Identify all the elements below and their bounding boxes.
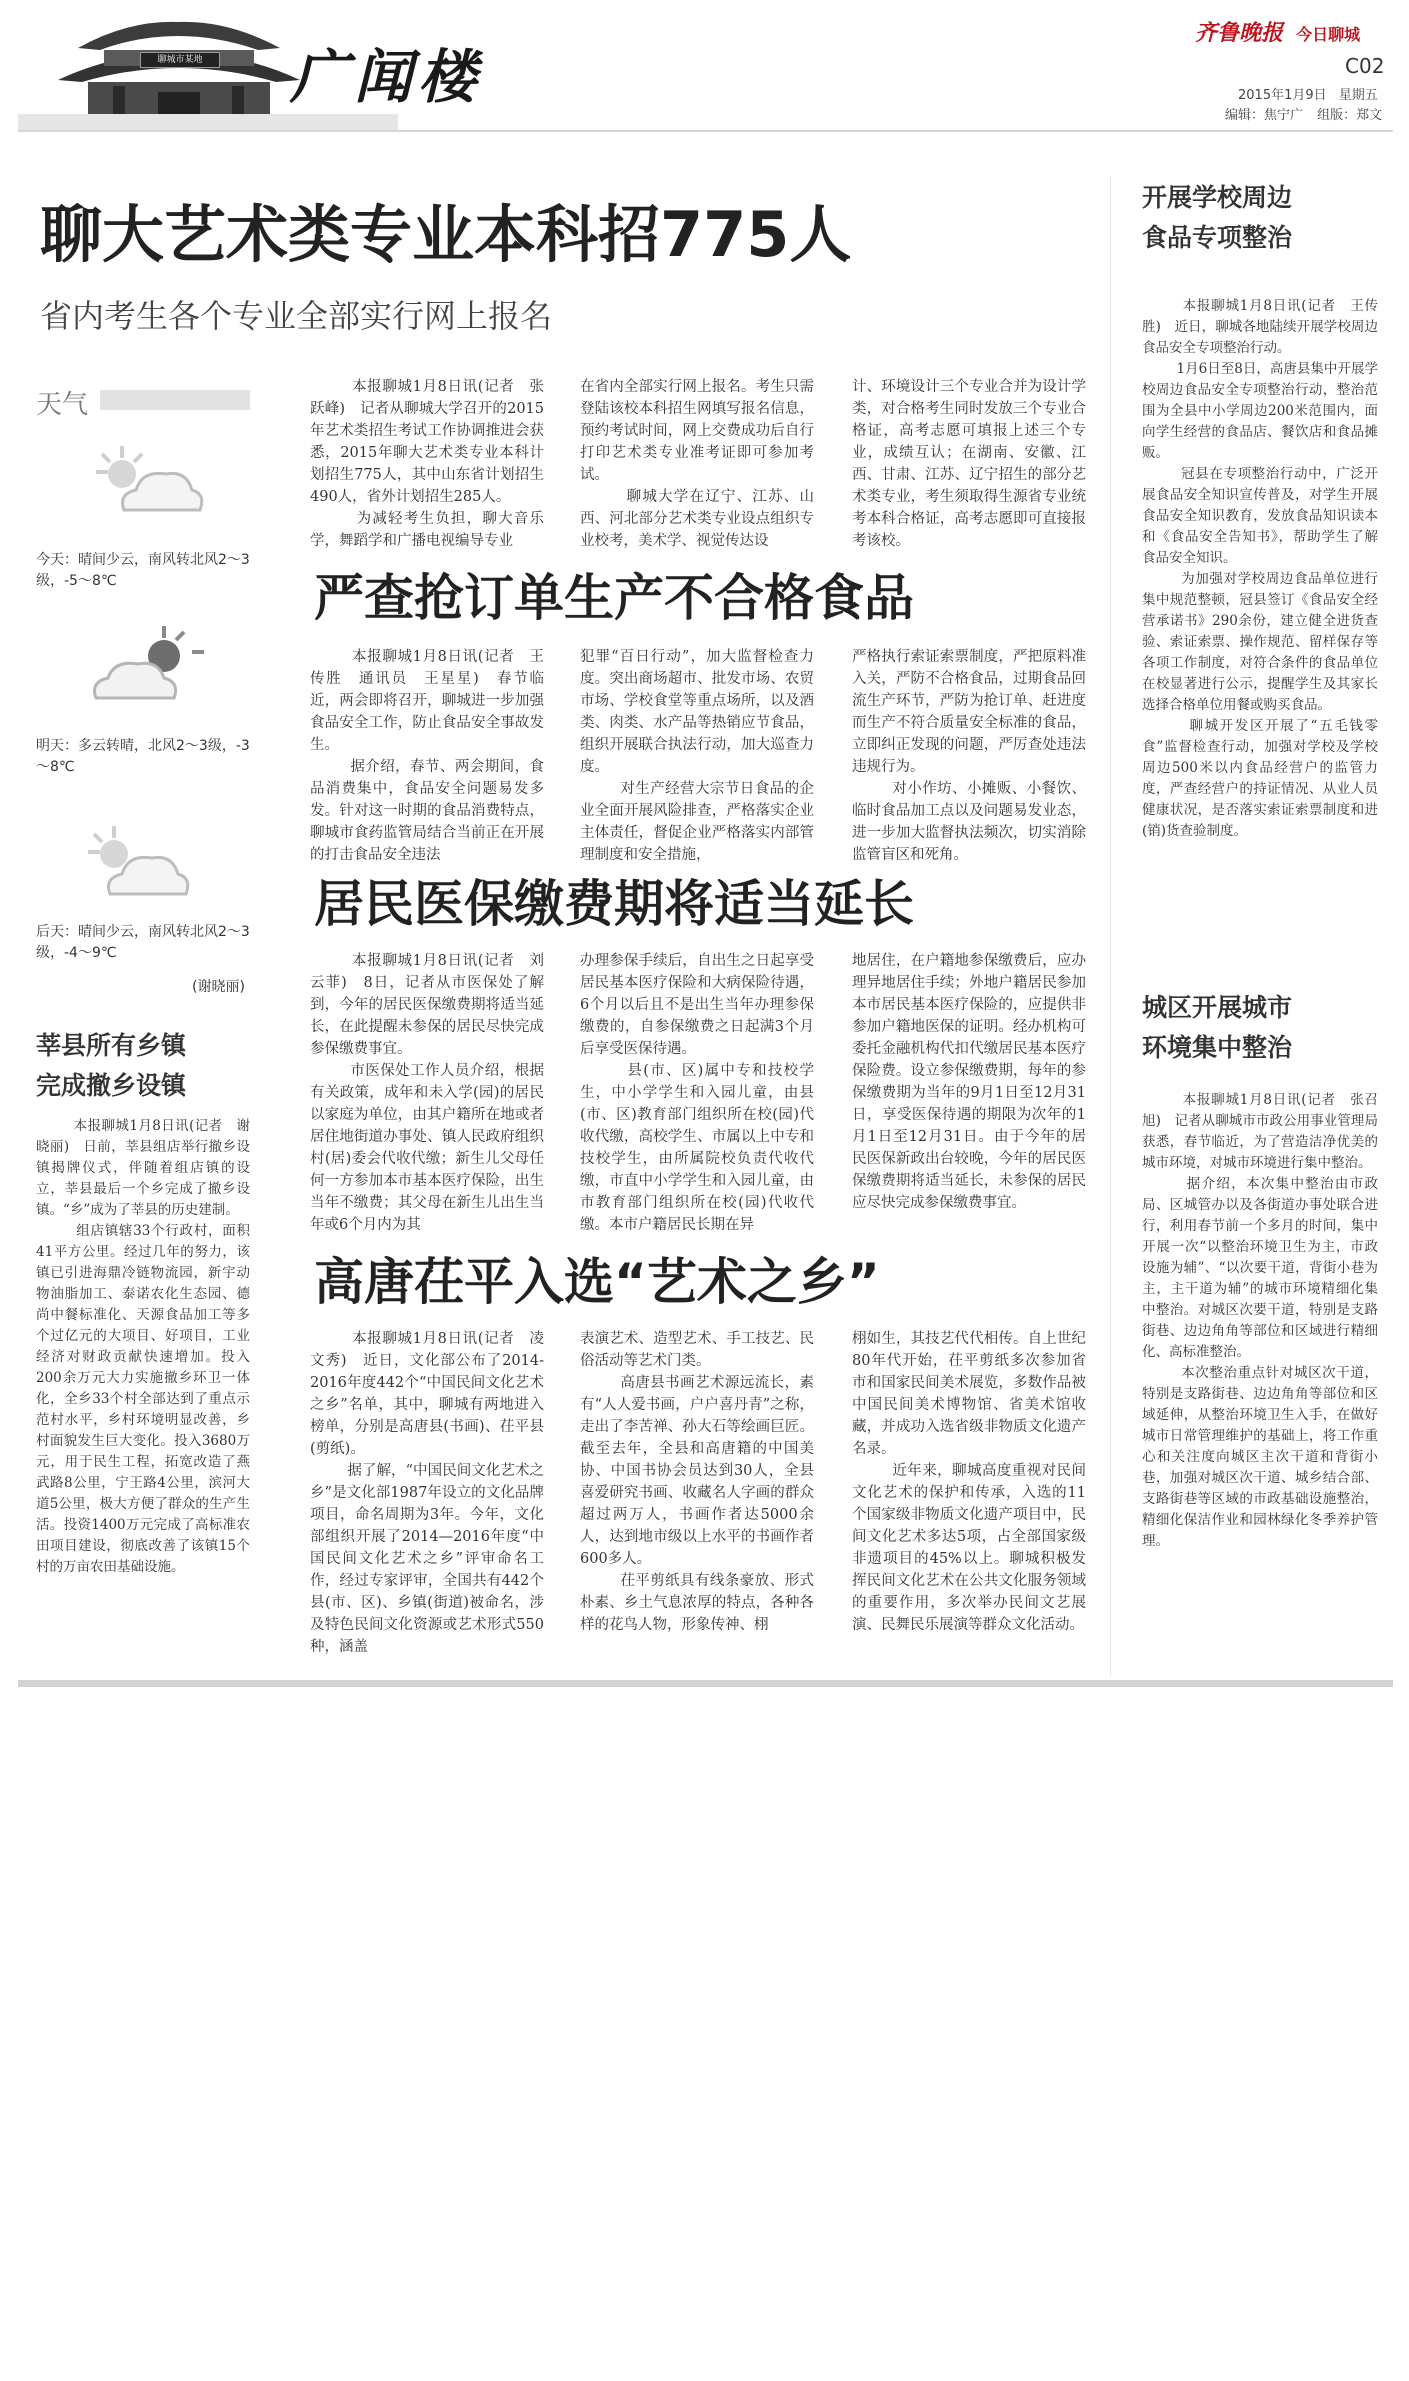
insurance-headline: 居民医保缴费期将适当延长 xyxy=(314,875,914,933)
main-article-col-3: 计、环境设计三个专业合并为设计学类，对合格考生同时发放三个专业合格证，高考志愿可填报上述三个专业，成绩互认；在湖南、安徽、江西、甘肃、江苏、辽宁招生的部分艺术类专业，考生须取得生源省专业统考本科合格证，高考志愿即可直接报考该校。 xyxy=(852,379,1086,549)
weather-day-after: 后天：晴间少云，南风转北风2～3级，-4～9℃ xyxy=(36,924,250,961)
edition-name: 今日聊城 xyxy=(1296,25,1361,44)
page-number: C02 xyxy=(1345,54,1385,78)
left-article-title: 莘县所有乡镇 完成撤乡设镇 xyxy=(36,1031,187,1100)
main-headline: 聊大艺术类专业本科招775人 xyxy=(40,198,852,271)
weather-today: 今天：晴间少云，南风转北风2～3级，-5～8℃ xyxy=(36,552,250,589)
insurance-article-col-2: 办理参保手续后，自出生之日起享受居民基本医疗保险和大病保险待遇，6个月以后且不是出生当年办理参保缴费的，自参保缴费之日起满3个月后享受医保待遇。 县(市、区)属中专和技校学生，中小学学生和入园儿童，由县(市、区)教育部门组织所在校(园)代收代缴，高校学生、市属以上中专和技校学生，由所属院校负责代收代缴，市直中小学学生和入园儿童，由市教育部门组织所在校(园)代收代缴。本市户籍居民长期在异 xyxy=(580,953,814,1233)
right-article-1-body: 本报聊城1月8日讯(记者 王传胜) 近日，聊城各地陆续开展学校周边食品安全专项整治行动。 1月6日至8日，高唐县集中开展学校周边食品安全专项整治行动，整治范围为全县中小学周边200米范围内，面向学生经营的食品店、餐饮店和食品摊贩。 冠县在专项整治行动中，广泛开展食品安全知识宣传普及，对学生开展食品安全知识教育，发放食品知识读本和《食品安全告知书》，帮助学生了解食品安全知识。 为加强对学校周边食品单位进行集中规范整顿，冠县签订《食品安全经营承诺书》290余份，建立健全进货查验、索证索票、操作规范、留样保存等各项工作制度，对符合条件的食品单位在校显著进行公示，提醒学生及其家长选择合格单位用餐或购买食品。 聊城开发区开展了“五毛钱零食”监督检查行动，加强对学校及学校周边500米以内食品经营户的监管力度，严查经营户的持证情况、从业人员健康状况，是否落实索证索票制度和进(销)货查验制度。 xyxy=(1142,298,1378,839)
left-article-body: 本报聊城1月8日讯(记者 谢晓丽) 日前，莘县组店举行撤乡设镇揭牌仪式，伴随着组店镇的设立，莘县最后一个乡完成了撤乡设镇。“乡”成为了莘县的历史建制。 组店镇辖33个行政村，面积41平方公里。经过几年的努力，该镇已引进海鼎冷链物流园，新宇动物油脂加工、泰诺农化生态园、德尚中餐标准化、天源食品加工等多个过亿元的大项目、好项目，工业经济对财政贡献快速增加。投入200余万元大力实施撤乡环卫一体化，全乡33个村全部达到了重点示范村水平，乡村环境明显改善，乡村面貌发生巨大变化。投入3680万元，用于民生工程，拓宽改造了燕武路8公里，宁王路4公里，滨河大道5公里，极大方便了群众的生产生活。投资1400万元完成了高标准农田项目建设，彻底改善了该镇15个村的万亩农田基础设施。 xyxy=(36,1118,250,1575)
art-article-col-2: 表演艺术、造型艺术、手工技艺、民俗活动等艺术门类。 高唐县书画艺术源远流长，素有“人人爱书画，户户喜丹青”之称，走出了李苦禅、孙大石等绘画巨匠。截至去年，全县和高唐籍的中国美协、中国书协会员达到30人，全县喜爱研究书画、收藏名人字画的群众超过两万人，书画作者达5000余人，达到地市级以上水平的书画作者600多人。 茌平剪纸具有线条豪放、形式朴素、乡土气息浓厚的特点，各种各样的花鸟人物，形象传神、栩 xyxy=(580,1331,815,1633)
paper-masthead xyxy=(1195,16,1360,47)
art-article-col-3: 栩如生，其技艺代代相传。自上世纪80年代开始，茌平剪纸多次参加省市和国家民间美术展览，多数作品被中国民间美术博物馆、省美术馆收藏，并成功入选省级非物质文化遗产名录。 近年来，聊城高度重视对民间文化艺术的保护和传承，入选的11个国家级非物质文化遗产项目中，民间文化艺术多达5项，占全部国家级非遗项目的45%以上。聊城积极发挥民间文化艺术在公共文化服务领域的重要作用，多次举办民间文艺展演、民舞民乐展演等群众文化活动。 xyxy=(852,1331,1087,1633)
food-headline: 严查抢订单生产不合格食品 xyxy=(314,569,914,627)
editor-line xyxy=(1225,104,1382,123)
right-article-2-title: 城区开展城市 环境集中整治 xyxy=(1142,993,1293,1062)
right-article-2-body: 本报聊城1月8日讯(记者 张召旭) 记者从聊城市市政公用事业管理局获悉，春节临近，为了营造洁净优美的城市环境，对城市环境进行集中整治。 据介绍，本次集中整治由市政局、区城管办以及各街道办事处联合进行，利用春节前一个多月的时间，集中开展一次“以整治环境卫生为主，市政设施为辅”、“以次要干道，背街小巷为主，主干道为辅”的城市环境精细化集中整治。对城区次要干道，特别是支路街巷、边边角角等部位和区域进行精细化、高标准整治。 本次整治重点针对城区次干道，特别是支路街巷、边边角角等部位和区域延伸，从整治环境卫生入手，在做好城市日常管理维护的基础上，将工作重心和关注度向城区主次干道和背街小巷，加强对城区次干道、城乡结合部、支路街巷等区域的市政基础设施整治，精细化保洁作业和园林绿化冬季养护管理。 xyxy=(1142,1092,1378,1549)
weather-today-icon xyxy=(88,440,208,530)
main-subheadline: 省内考生各个专业全部实行网上报名 xyxy=(40,297,553,335)
food-article-col-2: 犯罪“百日行动”，加大监督检查力度。突出商场超市、批发市场、农贸市场、学校食堂等重点场所，以及酒类、肉类、水产品等热销应节食品，组织开展联合执法行动，加大巡查力度。 对生产经营大宗节日食品的企业全面开展风险排查，严格落实企业主体责任，督促企业严格落实内部管理制度和安全措施， xyxy=(580,649,815,863)
weather-tomorrow: 明天：多云转晴，北风2～3级，-3～8℃ xyxy=(36,738,250,775)
banner-plaque: 聊城市某地 xyxy=(140,52,220,68)
insurance-article-col-3: 地居住，在户籍地参保缴费后，应办理异地居住手续；外地户籍居民参加本市居民基本医疗保险的，应提供非参加户籍地医保的证明。经办机构可委托金融机构代扣代缴居民基本医疗保险费。设立参保缴费期，每年的参保缴费期为当年的9月1日至12月31日，享受医保待遇的期限为次年的1月1日至12月31日。由于今年的居民医保新政出台较晚，今年的居民医保缴费期将适当延长，未参保的居民应尽快完成参保缴费事宜。 xyxy=(852,953,1086,1211)
date: 2015年1月9日 xyxy=(1238,88,1327,103)
weather-box xyxy=(36,384,264,418)
weekday: 星期五 xyxy=(1338,88,1378,103)
weather-title: 天气 xyxy=(36,390,89,420)
section-title: 广闻楼 xyxy=(290,43,483,111)
main-article-col-2: 在省内全部实行网上报名。考生只需登陆该校本科招生网填写报名信息，预约考试时间，网上交费成功后自行打印艺术类专业准考证即可参加考试。 聊城大学在辽宁、江苏、山西、河北部分艺术类专业设点组织专业校考，美术学、视觉传达设 xyxy=(580,379,815,549)
main-article-col-1: 本报聊城1月8日讯(记者 张跃峰) 记者从聊城大学召开的2015年艺术类招生考试工作协调推进会获悉，2015年聊大艺术类专业本科计划招生775人，其中山东省计划招生490人，省外计划招生285人。 为减轻考生负担，聊大音乐学，舞蹈学和广播电视编导专业 xyxy=(310,379,545,549)
food-article-col-3: 严格执行索证索票制度，严把原料准入关，严防不合格食品，过期食品回流生产环节，严防为抢订单、赶进度而生产不符合质量安全标准的食品，立即纠正发现的问题，严厉查处违法违规行为。 对小作坊、小摊贩、小餐饮、临时食品加工点以及问题易发业态，进一步加大监督执法频次，切实消除监管盲区和死角。 xyxy=(852,649,1087,863)
art-article-col-1: 本报聊城1月8日讯(记者 凌文秀) 近日，文化部公布了2014-2016年度442个“中国民间文化艺术之乡”名单，其中，聊城有两地进入榜单，分别是高唐县(书画)、茌平县(剪纸)。 据了解，“中国民间文化艺术之乡”是文化部1987年设立的文化品牌项目，命名周期为3年。今年，文化部组织开展了2014—2016年度“中国民间文化艺术之乡”评审命名工作，经过专家评审，全国共有442个县(市、区)、乡镇(街道)被命名，涉及特色民间文化资源或艺术形式550种，涵盖 xyxy=(310,1331,545,1655)
weather-dayafter-icon xyxy=(80,820,200,910)
weather-title-bar xyxy=(100,390,250,410)
insurance-article-col-1: 本报聊城1月8日讯(记者 刘云菲) 8日，记者从市医保处了解到，今年的居民医保缴费期将适当延长，在此提醒未参保的居民尽快完成参保缴费事宜。 市医保处工作人员介绍，根据有关政策，成年和未入学(园)的居民以家庭为单位，由其户籍所在地或者居住地街道办事处、镇人民政府组织村(居)委会代收代缴；新生儿父母任何一方参加本市基本医疗保险，出生当年不缴费；其父母在新生儿出生当年或6个月内为其 xyxy=(310,953,545,1233)
bottom-rule xyxy=(18,1680,1393,1687)
right-column-divider xyxy=(1110,176,1111,1676)
art-headline: 高唐茌平入选“艺术之乡” xyxy=(314,1253,880,1311)
weather-title-row xyxy=(36,384,264,418)
weather-tomorrow-icon xyxy=(88,622,208,712)
right-article-1-title: 开展学校周边 食品专项整治 xyxy=(1142,183,1293,252)
designer: 组版：郑文 xyxy=(1317,108,1383,123)
food-article-col-1: 本报聊城1月8日讯(记者 王传胜 通讯员 王星星) 春节临近，两会即将召开，聊城进一步加强食品安全工作，防止食品安全事故发生。 据介绍，春节、两会期间，食品消费集中，食品安全问题易发多发。针对这一时期的食品消费特点，聊城市食药监管局结合当前正在开展的打击食品安全违法 xyxy=(310,649,545,863)
paper-name: 齐鲁晚报 xyxy=(1195,20,1284,46)
weather-credit: (谢晓丽) xyxy=(192,979,245,995)
header-rule xyxy=(18,130,1393,132)
editor: 编辑：焦宁广 xyxy=(1225,108,1304,123)
date-line xyxy=(1238,84,1378,103)
